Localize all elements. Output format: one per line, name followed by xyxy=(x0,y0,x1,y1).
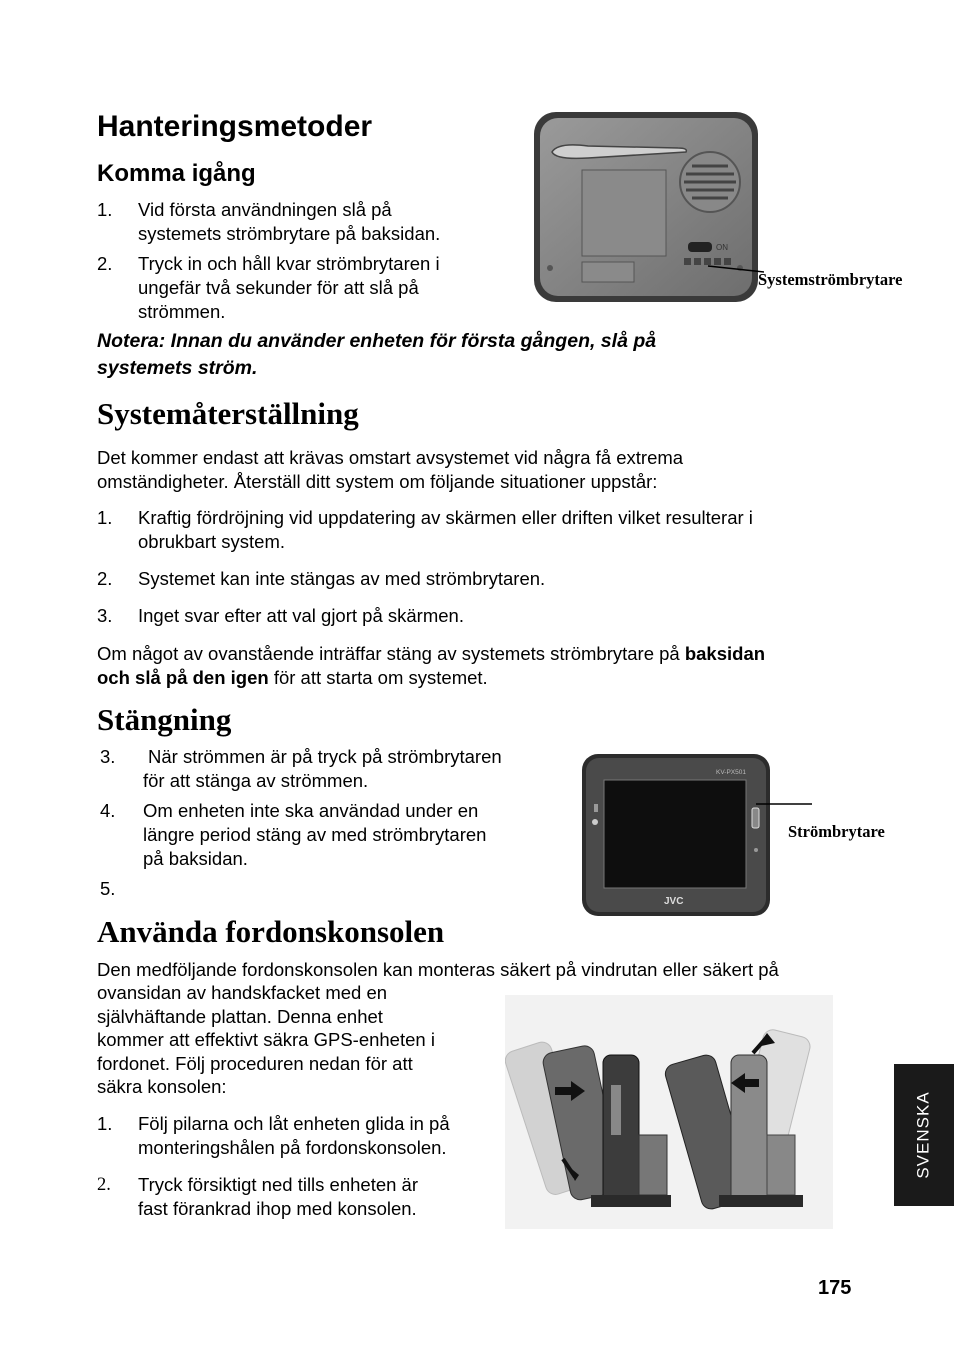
list-number: 2. xyxy=(97,1175,111,1195)
list-number: 1. xyxy=(97,199,113,220)
list-number: 2. xyxy=(97,253,113,274)
paragraph-line: säkra konsolen: xyxy=(97,1076,227,1098)
list-item xyxy=(138,506,858,554)
section-heading-reset: Systemåterställning xyxy=(97,396,359,431)
list-item-line: längre period stäng av med strömbrytaren xyxy=(143,824,487,845)
list-item-line: Följ pilarna och låt enheten glida in på xyxy=(138,1113,450,1134)
page-title: Hanteringsmetoder xyxy=(97,110,373,143)
paragraph-line: fordonet. Följ proceduren nedan för att xyxy=(97,1052,413,1074)
list-item-line: När strömmen är på tryck på strömbrytaren xyxy=(148,746,502,767)
language-tab xyxy=(894,1064,954,1206)
section-heading-console: Använda fordonskonsolen xyxy=(97,914,445,949)
section-heading-getting-started: Komma igång xyxy=(97,160,256,187)
note-line: systemets ström. xyxy=(97,357,258,379)
list-item-line: Tryck in och håll kvar strömbrytaren i xyxy=(138,253,440,274)
list-item xyxy=(138,252,498,324)
list-item-line: strömmen. xyxy=(138,301,226,322)
list-item-line: systemets strömbrytare på baksidan. xyxy=(138,223,441,244)
note-line: Notera: Innan du använder enheten för första gången, slå på xyxy=(97,330,657,352)
paragraph-line: Den medföljande fordonskonsolen kan monteras säkert på vindrutan eller säkert på xyxy=(97,959,779,980)
emphasis-text: baksidan xyxy=(684,643,766,664)
note xyxy=(97,328,797,382)
list-item-line: Tryck försiktigt ned tills enheten är xyxy=(138,1174,419,1195)
list-item-line: Kraftig fördröjning vid uppdatering av skärmen eller driften vilket resulterar i xyxy=(138,507,753,528)
list-item xyxy=(143,799,563,871)
device-back-image xyxy=(528,108,764,308)
list-number: 1. xyxy=(97,1113,113,1134)
list-item-line: obrukbart system. xyxy=(138,531,286,552)
list-number: 3. xyxy=(100,746,116,767)
list-item xyxy=(143,745,563,793)
list-item xyxy=(138,198,498,246)
section-heading-shutdown: Stängning xyxy=(97,702,232,737)
brand-logo: JVC xyxy=(664,896,684,907)
list-item xyxy=(138,1173,498,1221)
list-number: 5. xyxy=(100,878,116,899)
list-item-line: fast förankrad ihop med konsolen. xyxy=(138,1198,417,1219)
paragraph-line: omständigheter. Återställ ditt system om följande situationer uppstår: xyxy=(97,471,658,492)
list-item-line: för att stänga av strömmen. xyxy=(143,770,369,791)
list-item-line: på baksidan. xyxy=(143,848,248,869)
page-number: 175 xyxy=(818,1277,852,1299)
reset-outro xyxy=(97,642,857,690)
list-item-line: Inget svar efter att val gjort på skärmen. xyxy=(138,605,464,626)
paragraph-line: kommer att effektivt säkra GPS-enheten i xyxy=(97,1029,435,1051)
paragraph-text: Om något av ovanstående inträffar stäng av systemets strömbrytare på xyxy=(97,643,685,664)
list-number: 2. xyxy=(97,568,113,589)
reset-intro xyxy=(97,446,857,494)
list-item-line: ungefär två sekunder för att slå på xyxy=(138,277,419,298)
list-item-line: Vid första användningen slå på xyxy=(138,199,392,220)
list-item xyxy=(138,1112,498,1160)
list-item-line: Systemet kan inte stängas av med strömbrytaren. xyxy=(138,568,546,589)
list-item xyxy=(138,567,858,591)
list-item-line: monteringshålen på fordonskonsolen. xyxy=(138,1137,447,1158)
list-number: 1. xyxy=(97,507,113,528)
list-item xyxy=(138,604,858,628)
power-switch-caption: Systemströmbrytare xyxy=(758,270,903,289)
list-number: 4. xyxy=(100,800,116,821)
on-label: ON xyxy=(716,243,728,252)
power-button-caption: Strömbrytare xyxy=(788,822,885,841)
console-mounting-image xyxy=(505,995,833,1229)
paragraph-line: självhäftande plattan. Denna enhet xyxy=(97,1005,383,1027)
device-front-image xyxy=(580,752,812,918)
language-tab-label: SVENSKA xyxy=(914,1091,933,1179)
paragraph-line: Det kommer endast att krävas omstart avsystemet vid några få extrema xyxy=(97,447,684,468)
list-number: 3. xyxy=(97,605,113,626)
device-model-label: KV-PX501 xyxy=(716,769,746,776)
emphasis-text: och slå på den igen xyxy=(97,667,269,688)
paragraph-text: för att starta om systemet. xyxy=(268,667,488,688)
paragraph-line: ovansidan av handskfacket med en xyxy=(97,982,388,1004)
list-item-line: Om enheten inte ska användad under en xyxy=(143,800,479,821)
